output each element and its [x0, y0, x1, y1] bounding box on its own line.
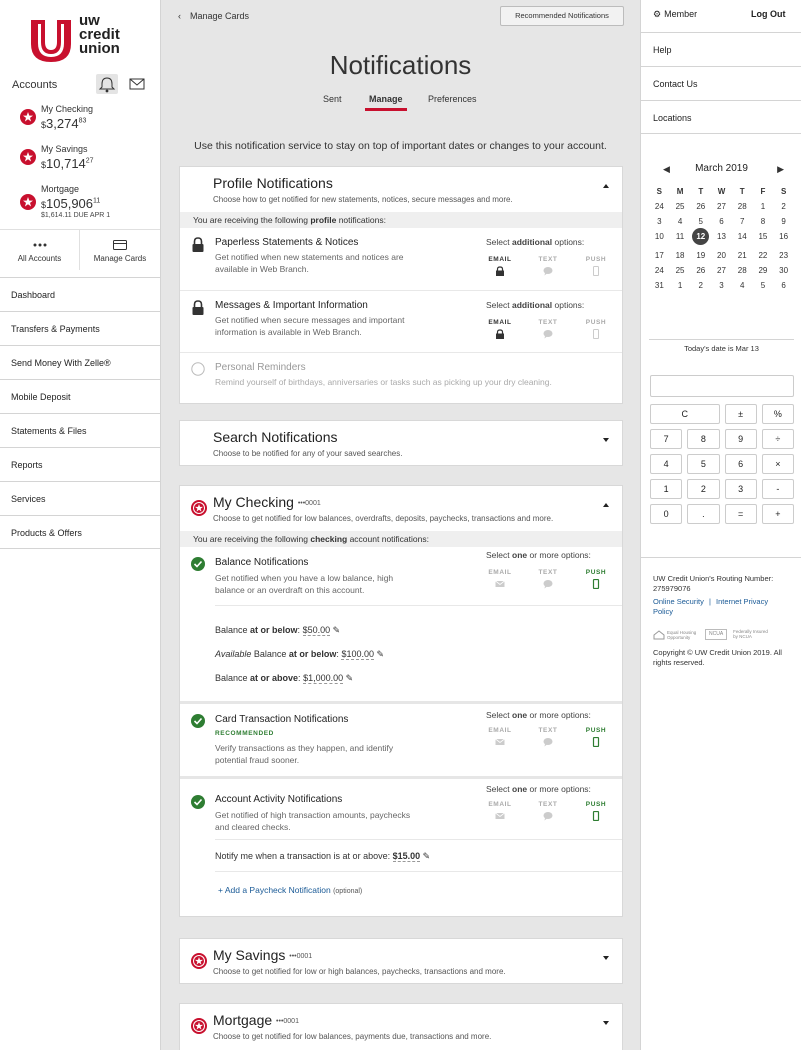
chat-icon: [543, 329, 553, 339]
calendar-day[interactable]: 3: [657, 217, 662, 226]
channel-text[interactable]: TEXT: [533, 319, 563, 339]
pencil-icon[interactable]: ✎: [376, 649, 385, 659]
row-desc: Verify transactions as they happen, and identify potential fraud sooner.: [215, 743, 394, 765]
manage-cards-link[interactable]: [80, 230, 160, 270]
channel-email: EMAIL: [485, 319, 515, 339]
calc-key[interactable]: .: [687, 504, 719, 524]
notification-row: [180, 228, 622, 290]
calendar-day[interactable]: [690, 232, 711, 245]
calculator: [650, 375, 794, 524]
routing-number: 275979076: [653, 584, 691, 593]
member-menu[interactable]: [653, 9, 697, 20]
calc-key[interactable]: C: [650, 404, 720, 424]
footer: [641, 557, 801, 668]
my-checking-card: [179, 485, 623, 917]
options-label: Select one or more options:: [486, 784, 591, 794]
add-paycheck-link[interactable]: + Add a Paycheck Notification (optional): [218, 885, 363, 895]
calendar-day[interactable]: 4: [739, 281, 745, 290]
calendar-weekday: W: [717, 187, 726, 196]
divider: [215, 605, 622, 606]
envelope-icon: [495, 811, 505, 821]
row-title: Card Transaction Notifications: [215, 714, 349, 725]
phone-icon: [591, 329, 601, 339]
manage-cards-label: Manage Cards: [93, 254, 147, 263]
balance-threshold-3[interactable]: Balance at or above: $1,000.00 ✎: [215, 673, 354, 683]
options-label: Select additional options:: [486, 300, 585, 310]
calendar-day[interactable]: 23: [779, 251, 789, 260]
star-icon: [191, 500, 207, 516]
calendar-day[interactable]: 16: [779, 232, 789, 241]
calendar-day[interactable]: 1: [760, 202, 766, 211]
all-accounts-link[interactable]: [0, 230, 80, 270]
channel-options: [485, 569, 611, 593]
recommended-notifications-button[interactable]: Recommended Notifications: [500, 6, 624, 26]
calc-key[interactable]: +: [762, 504, 794, 524]
calendar-day[interactable]: 2: [781, 202, 786, 211]
info-band: You are receiving the following profile notifications:: [180, 212, 622, 228]
calc-key[interactable]: 2: [687, 479, 719, 499]
chevron-up-icon[interactable]: [603, 184, 609, 188]
tabs: [311, 91, 491, 113]
back-link[interactable]: [178, 11, 249, 21]
channel-push[interactable]: PUSH: [581, 319, 611, 339]
pencil-icon[interactable]: ✎: [332, 625, 341, 635]
search-notifications-card: [179, 420, 623, 466]
calendar-day[interactable]: 4: [677, 217, 683, 226]
calendar-day[interactable]: 18: [675, 251, 685, 260]
card-header[interactable]: [180, 167, 622, 212]
calc-key[interactable]: 9: [725, 429, 757, 449]
chat-icon: [543, 266, 553, 276]
profile-notifications-card: [179, 166, 623, 404]
footer-badges: [653, 629, 789, 640]
channel-options: [485, 256, 611, 280]
calendar-day[interactable]: 1: [677, 281, 683, 290]
nav-services[interactable]: Services: [0, 481, 160, 515]
copyright: Copyright © UW Credit Union 2019. All rights reserved.: [653, 648, 782, 667]
pencil-icon[interactable]: ✎: [345, 673, 354, 683]
calendar-day[interactable]: 8: [760, 217, 766, 226]
mortgage-due: $1,614.11 DUE APR 1: [41, 212, 111, 219]
account-balance: $3,274$^{83}$: [41, 116, 87, 131]
logo-text-union: union: [79, 40, 120, 57]
channel-text[interactable]: TEXT: [533, 801, 563, 821]
calendar-day[interactable]: 26: [696, 202, 706, 211]
more-dots-icon: [33, 240, 47, 250]
bell-icon[interactable]: [96, 74, 118, 94]
account-activity-row: [180, 776, 622, 915]
star-icon: [20, 149, 36, 165]
page-title: Notifications: [329, 50, 472, 80]
channel-text[interactable]: TEXT: [533, 569, 563, 589]
card-header[interactable]: [180, 486, 622, 531]
tab-sent[interactable]: Sent: [323, 94, 342, 104]
account-name: Mortgage: [41, 184, 80, 194]
lock-icon: [495, 329, 505, 339]
check-circle-icon[interactable]: [191, 557, 205, 571]
accounts-title: Accounts: [12, 79, 58, 91]
channel-push[interactable]: PUSH: [581, 801, 611, 821]
calc-key[interactable]: 5: [687, 454, 719, 474]
tab-preferences[interactable]: Preferences: [428, 94, 477, 104]
card-title: My Checking •••0001: [213, 494, 321, 510]
my-savings-card: [179, 938, 623, 984]
star-icon: [20, 109, 36, 125]
card-header[interactable]: [180, 1004, 622, 1049]
balance-notifications-row: [180, 547, 622, 701]
logo-text-uw: uw: [79, 12, 100, 29]
calc-key[interactable]: 8: [687, 429, 719, 449]
calendar-day[interactable]: 25: [675, 202, 685, 211]
calendar-day[interactable]: 24: [654, 266, 664, 275]
chat-icon: [543, 737, 553, 747]
transaction-threshold[interactable]: Notify me when a transaction is at or above: $15.00 ✎: [215, 851, 431, 861]
calc-key[interactable]: ±: [725, 404, 757, 424]
chat-icon: [543, 811, 553, 821]
member-label: Member: [664, 9, 698, 19]
logo-text-credit: credit: [79, 26, 120, 43]
chevron-down-icon[interactable]: [603, 1021, 609, 1025]
lock-icon: [191, 300, 205, 316]
phone-icon: [591, 811, 601, 821]
account-balance: $10,714$^{27}$: [41, 156, 94, 171]
calc-key[interactable]: 6: [725, 454, 757, 474]
nav-mobile-deposit[interactable]: Mobile Deposit: [0, 379, 160, 413]
calendar-day[interactable]: 19: [696, 251, 706, 260]
card-desc: Choose how to get notified for new statements, notices, secure messages and more.: [213, 195, 513, 204]
calendar-day[interactable]: 17: [654, 251, 664, 260]
card-title: Mortgage •••0001: [213, 1012, 299, 1028]
calendar-day[interactable]: 9: [781, 217, 786, 226]
account-balance: $105,906$^{11}$: [41, 196, 101, 211]
row-title: Messages & Important Information: [215, 300, 368, 311]
calendar-today[interactable]: 12: [692, 228, 709, 245]
calculator-display[interactable]: [650, 375, 794, 397]
chevron-down-icon[interactable]: [603, 956, 609, 960]
options-label: Select one or more options:: [486, 550, 591, 560]
nav-reports[interactable]: Reports: [0, 447, 160, 481]
row-title: Paperless Statements & Notices: [215, 237, 359, 248]
left-sidebar: [0, 0, 161, 1050]
nav-dashboard[interactable]: Dashboard: [0, 277, 160, 311]
nav-products-offers[interactable]: Products & Offers: [0, 515, 160, 549]
check-circle-icon[interactable]: [191, 714, 205, 728]
calendar-day[interactable]: 27: [717, 266, 726, 275]
channel-email[interactable]: EMAIL: [485, 801, 515, 821]
calc-key[interactable]: =: [725, 504, 757, 524]
row-title: Account Activity Notifications: [215, 794, 343, 805]
envelope-icon: [495, 737, 505, 747]
intro-text: Use this notification service to stay on top of important dates or changes to your account.: [194, 140, 607, 152]
mail-icon[interactable]: [128, 76, 146, 92]
calc-key[interactable]: -: [762, 479, 794, 499]
account-mortgage[interactable]: [0, 180, 150, 226]
channel-email[interactable]: EMAIL: [485, 569, 515, 589]
calendar-day[interactable]: 29: [758, 266, 768, 275]
logout-button[interactable]: Log Out: [751, 9, 786, 19]
equal-housing-label: Equal Housing Opportunity: [667, 629, 697, 640]
main-nav: [0, 277, 160, 549]
notification-row: [180, 290, 622, 352]
next-month-icon[interactable]: ▶: [777, 164, 784, 174]
card-transaction-row: [180, 701, 622, 776]
calc-key[interactable]: 7: [650, 429, 682, 449]
row-desc: Get notified when you have a low balance, high balance or an overdraft on this account.: [215, 573, 394, 595]
row-desc: Get notified of high transaction amounts, paychecks and cleared checks.: [215, 810, 411, 832]
channel-options: [485, 319, 611, 343]
nav-send-money-zelle[interactable]: Send Money With Zelle®: [0, 345, 160, 379]
phone-icon: [591, 737, 601, 747]
calendar-day[interactable]: 24: [654, 202, 664, 211]
nav-transfers-payments[interactable]: Transfers & Payments: [0, 311, 160, 345]
card-title: Profile Notifications: [213, 175, 333, 191]
calendar-day[interactable]: 15: [758, 232, 768, 241]
account-my-savings[interactable]: [0, 140, 150, 180]
online-security-link[interactable]: Online Security: [653, 597, 704, 606]
calendar-month: March 2019: [695, 163, 748, 174]
envelope-icon: [495, 579, 505, 589]
calendar-weekday: S: [780, 187, 787, 196]
channel-push[interactable]: PUSH: [581, 727, 611, 747]
mortgage-card: [179, 1003, 623, 1050]
calendar-day[interactable]: 27: [717, 202, 726, 211]
calendar-day[interactable]: 21: [737, 251, 747, 260]
main-content: [161, 0, 640, 1050]
equal-housing-icon: [653, 629, 699, 640]
channel-options: [485, 727, 611, 751]
row-desc: Remind yourself of birthdays, anniversaries or tasks such as picking up your dry cleaning.: [215, 377, 552, 387]
gear-icon: ⚙: [653, 9, 662, 19]
row-desc: Get notified when secure messages and important information is available in Web Branch.: [215, 315, 405, 337]
calc-key[interactable]: 3: [725, 479, 757, 499]
routing-label: UW Credit Union's Routing Number:: [653, 574, 774, 583]
card-header[interactable]: [180, 939, 622, 984]
calendar-day[interactable]: 5: [760, 281, 766, 290]
phone-icon: [591, 579, 601, 589]
card-header[interactable]: [180, 421, 622, 466]
calendar-weekday: M: [676, 187, 684, 196]
prev-month-icon[interactable]: ◀: [663, 164, 670, 174]
phone-icon: [591, 266, 601, 276]
card-desc: Choose to get notified for low balances, overdrafts, deposits, paychecks, transactions and more.: [213, 514, 554, 523]
balance-threshold-2[interactable]: Available Balance at or below: $100.00 ✎: [215, 649, 385, 659]
locations-link[interactable]: Locations: [641, 100, 801, 134]
calendar-day[interactable]: 6: [781, 281, 786, 290]
calendar-day[interactable]: 28: [737, 266, 747, 275]
options-label: Select one or more options:: [486, 710, 591, 720]
calc-key[interactable]: 0: [650, 504, 682, 524]
lock-icon: [495, 266, 505, 276]
calendar-day[interactable]: 13: [717, 232, 726, 241]
calendar-weekday: S: [656, 187, 663, 196]
row-title: Balance Notifications: [215, 557, 309, 568]
star-icon: [20, 194, 36, 210]
calendar-day[interactable]: 11: [675, 232, 685, 241]
privacy-policy-link[interactable]: Internet Privacy Policy: [653, 597, 769, 616]
calendar-grid: [649, 187, 794, 290]
calculator-keys: [650, 404, 794, 524]
account-my-checking[interactable]: [0, 100, 150, 140]
calendar-day[interactable]: 20: [717, 251, 726, 260]
back-label: Manage Cards: [190, 11, 250, 21]
chat-icon: [543, 579, 553, 589]
calendar-today-note: Today's date is Mar 13: [649, 339, 794, 353]
uw-logo[interactable]: [27, 14, 137, 64]
account-name: My Savings: [41, 144, 88, 154]
ncua-badge: NCUA: [705, 629, 727, 640]
all-accounts-label: All Accounts: [17, 254, 62, 263]
chevron-down-icon[interactable]: [603, 438, 609, 442]
star-icon: [191, 1018, 207, 1034]
divider: [215, 871, 622, 872]
calendar-day[interactable]: 5: [698, 217, 703, 226]
link-separator: |: [708, 597, 711, 606]
calendar-day[interactable]: 31: [654, 281, 664, 290]
contact-us-link[interactable]: Contact Us: [641, 66, 801, 100]
row-desc: Get notified when new statements and notices are available in Web Branch.: [215, 252, 404, 274]
channel-email[interactable]: EMAIL: [485, 727, 515, 747]
lock-icon: [191, 237, 205, 253]
calendar-day[interactable]: 3: [719, 281, 724, 290]
account-links: [0, 229, 160, 269]
accounts-header: [0, 74, 160, 100]
star-icon: [191, 953, 207, 969]
calendar-day[interactable]: 26: [696, 266, 706, 275]
nav-statements-files[interactable]: Statements & Files: [0, 413, 160, 447]
notification-row-personal-reminders[interactable]: [180, 352, 622, 402]
ncua-label: Federally Insured by NCUA: [733, 629, 768, 639]
info-band: You are receiving the following checking account notifications:: [180, 531, 622, 547]
chevron-left-icon: ‹: [178, 11, 181, 21]
calc-key[interactable]: %: [762, 404, 794, 424]
card-desc: Choose to get notified for low or high balances, paychecks, transactions and more.: [213, 967, 506, 976]
calc-key[interactable]: ×: [762, 454, 794, 474]
card-icon: [113, 240, 127, 250]
calendar-weekday: T: [698, 187, 704, 196]
calc-key[interactable]: 1: [650, 479, 682, 499]
chevron-up-icon[interactable]: [603, 503, 609, 507]
check-circle-icon[interactable]: [191, 795, 205, 809]
card-title: Search Notifications: [213, 429, 338, 445]
card-title: My Savings •••0001: [213, 947, 313, 963]
calendar-day[interactable]: 28: [737, 202, 747, 211]
calendar-day[interactable]: 30: [779, 266, 789, 275]
channel-push[interactable]: PUSH: [581, 569, 611, 589]
tab-manage[interactable]: Manage: [365, 94, 407, 111]
channel-text[interactable]: TEXT: [533, 256, 563, 276]
channel-push[interactable]: PUSH: [581, 256, 611, 276]
recommended-badge: RECOMMENDED: [215, 730, 274, 737]
divider: [215, 839, 622, 840]
calendar-weekday: F: [760, 187, 766, 196]
calendar-weekday: T: [739, 187, 745, 196]
calendar-day[interactable]: 7: [739, 217, 745, 226]
channel-options: [485, 801, 611, 825]
calc-key[interactable]: ÷: [762, 429, 794, 449]
channel-text[interactable]: TEXT: [533, 727, 563, 747]
row-title: Personal Reminders: [215, 362, 306, 373]
right-sidebar: [640, 0, 801, 1050]
pencil-icon[interactable]: ✎: [422, 851, 431, 861]
calendar-day[interactable]: 14: [737, 232, 747, 241]
empty-circle-icon[interactable]: [191, 362, 205, 376]
card-desc: Choose to be notified for any of your saved searches.: [213, 449, 403, 458]
card-desc: Choose to get notified for low balances, payments due, transactions and more.: [213, 1032, 492, 1041]
calendar-day[interactable]: 6: [719, 217, 724, 226]
account-name: My Checking: [41, 104, 94, 114]
balance-threshold-1[interactable]: Balance at or below: $50.00 ✎: [215, 625, 341, 635]
calendar-day[interactable]: 10: [654, 232, 664, 241]
calendar-day[interactable]: 25: [675, 266, 685, 275]
channel-email: EMAIL: [485, 256, 515, 276]
help-link[interactable]: Help: [641, 32, 801, 66]
calendar-day[interactable]: 22: [758, 251, 768, 260]
calc-key[interactable]: 4: [650, 454, 682, 474]
calendar-day[interactable]: 2: [698, 281, 703, 290]
options-label: Select additional options:: [486, 237, 585, 247]
